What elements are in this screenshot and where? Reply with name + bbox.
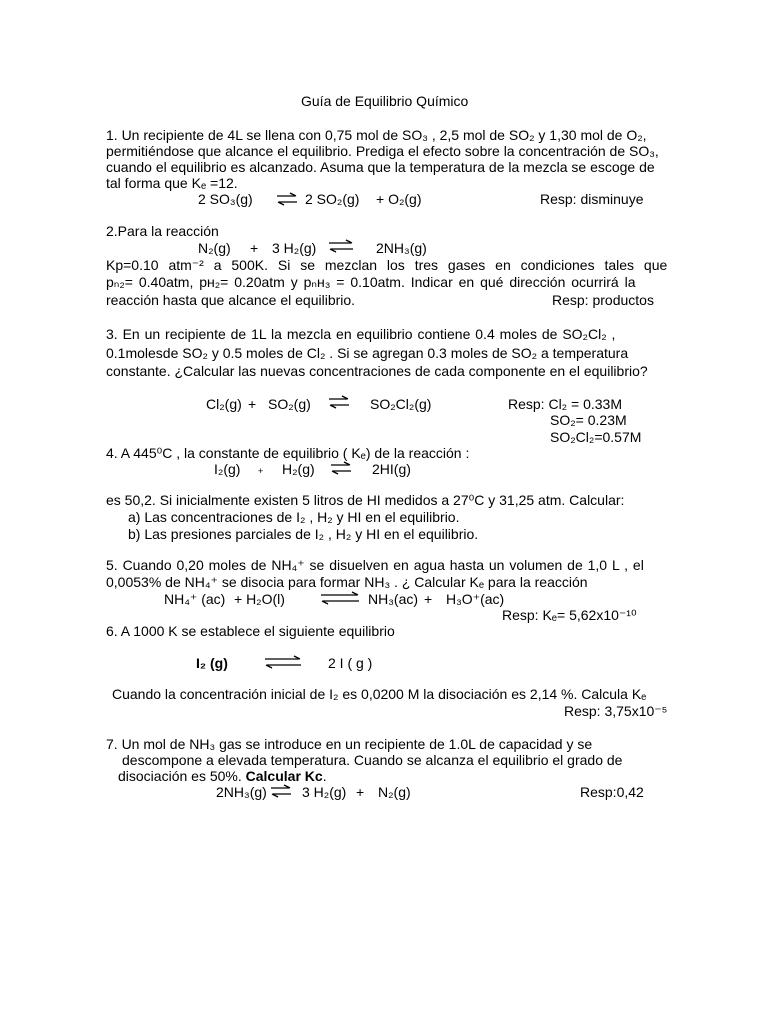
problem-1-product-1: 2 SO₂(g) [305, 191, 360, 207]
problem-5-answer: Resp: Kₑ= 5,62x10⁻¹⁰ [502, 607, 637, 623]
problem-5-product-2: H₃O⁺(ac) [446, 591, 505, 607]
problem-4-reactant-1: I₂(g) [214, 461, 241, 477]
problem-1-line-1: 1. Un recipiente de 4L se llena con 0,75 mol de SO₃ , 2,5 mol de SO₂ y 1,30 mol de O₂, [106, 127, 647, 143]
problem-6-product: 2 I ( g ) [328, 655, 373, 671]
problem-4-line-2: es 50,2. Si inicialmente existen 5 litros de HI medidos a 27⁰C y 31,25 atm. Calcular: [106, 492, 625, 508]
problem-1-answer: Resp: disminuye [540, 191, 644, 207]
problem-3-reactant-1: Cl₂(g) [206, 396, 242, 412]
problem-2-answer: Resp: productos [552, 292, 654, 308]
problem-4-product: 2HI(g) [372, 461, 411, 477]
problem-7-plus: + [356, 784, 365, 800]
problem-5-line-1: 5. Cuando 0,20 moles de NH₄⁺ se disuelven en agua hasta un volumen de 1,0 L , el [106, 557, 644, 573]
problem-7-reactant: 2NH₃(g) [216, 784, 267, 800]
equilibrium-arrow-icon [328, 395, 350, 409]
problem-5-plus: + [424, 591, 433, 607]
problem-3-answer-3: SO₂Cl₂=0.57M [550, 429, 642, 445]
problem-7-line-3: disociación es 50%. Calcular Kc. [118, 768, 327, 784]
problem-6-line-1: 6. A 1000 K se establece el siguiente equilibrio [106, 623, 395, 639]
problem-2-plus: + [250, 240, 259, 256]
problem-4-line-1: 4. A 445⁰C , la constante de equilibrio ( Kₑ) de la reacción : [106, 445, 470, 461]
problem-2-line-4: reacción hasta que alcance el equilibrio. [106, 292, 356, 308]
problem-7-answer: Resp:0,42 [580, 784, 644, 800]
problem-7-line-2: descompone a elevada temperatura. Cuando se alcanza el equilibrio el grado de [122, 752, 623, 768]
problem-1-reactant: 2 SO₃(g) [198, 191, 253, 207]
problem-2-line-2: Kp=0.10 atm⁻² a 500K. Si se mezclan los tres gases en condiciones tales que [106, 257, 668, 273]
problem-2-product: 2NH₃(g) [376, 240, 427, 256]
problem-3-line-2: 0.1molesde SO₂ y 0.5 moles de Cl₂ . Si se agregan 0.3 moles de SO₂ a temperatura [106, 345, 629, 361]
problem-1-line-3: cuando el equilibrio es alcanzado. Asuma que la temperatura de la mezcla se escoge de [106, 159, 655, 175]
problem-4-item-b: b) Las presiones parciales de I₂ , H₂ y HI en el equilibrio. [128, 526, 479, 542]
problem-7-product-1: 3 H₂(g) [302, 784, 347, 800]
problem-3-plus: + [248, 396, 257, 412]
problem-3-answer-1: Resp: Cl₂ = 0.33M [508, 396, 622, 412]
problem-3-line-1: 3. En un recipiente de 1L la mezcla en equilibrio contiene 0.4 moles de SO₂Cl₂ , [106, 326, 616, 342]
problem-1-line-4: tal forma que Kₑ =12. [106, 175, 238, 191]
equilibrium-arrow-icon [330, 461, 352, 475]
problem-2-reactant-2: 3 H₂(g) [272, 240, 317, 256]
problem-5-line-2: 0,0053% de NH₄⁺ se disocia para formar NH₃ . ¿ Calcular Kₑ para la reacción [106, 574, 588, 590]
problem-5-reactant-1: NH₄⁺ (ac) [164, 591, 226, 607]
problem-5-reactant-2: + H₂O(l) [234, 591, 285, 607]
equilibrium-arrow-icon [276, 192, 298, 206]
problem-4-reactant-2: H₂(g) [282, 461, 315, 477]
problem-3-answer-2: SO₂= 0.23M [550, 412, 627, 428]
equilibrium-arrow-icon [264, 655, 302, 669]
problem-2-line-1: 2.Para la reacción [106, 223, 219, 239]
equilibrium-arrow-icon [270, 784, 292, 798]
problem-7-calcular-kc: Calcular Kc [245, 768, 323, 784]
equilibrium-arrow-icon [328, 239, 354, 253]
problem-4-item-a: a) Las concentraciones de I₂ , H₂ y HI en el equilibrio. [128, 509, 460, 525]
problem-7-product-2: N₂(g) [378, 784, 411, 800]
problem-2-reactant-1: N₂(g) [198, 240, 231, 256]
problem-3-reactant-2: SO₂(g) [268, 396, 311, 412]
problem-6-line-2: Cuando la concentración inicial de I₂ es 0,0200 M la disociación es 2,14 %. Calcula Kₑ [112, 686, 647, 702]
equilibrium-arrow-icon [320, 591, 360, 605]
document-title: Guía de Equilibrio Químico [301, 93, 469, 109]
problem-7-line-3-text: disociación es 50%. [118, 768, 242, 784]
problem-7-line-1: 7. Un mol de NH₃ gas se introduce en un recipiente de 1.0L de capacidad y se [106, 736, 593, 752]
problem-6-reactant: I₂ (g) [196, 655, 228, 671]
problem-3-line-3: constante. ¿Calcular las nuevas concentraciones de cada componente en el equilibrio? [106, 363, 648, 379]
problem-3-product: SO₂Cl₂(g) [370, 396, 432, 412]
problem-1-product-2: + O₂(g) [376, 191, 422, 207]
problem-2-line-3: pₙ₂= 0.40atm, pʜ₂= 0.20atm y pₙʜ₃ = 0.10atm. Indicar en qué dirección ocurrirá la [106, 274, 636, 290]
problem-5-product-1: NH₃(ac) [368, 591, 419, 607]
problem-1-line-2: permitiéndose que alcance el equilibrio. Prediga el efecto sobre la concentración de SO₃, [106, 143, 659, 159]
problem-4-plus: + [258, 466, 264, 476]
problem-6-answer: Resp: 3,75x10⁻⁵ [564, 703, 668, 719]
